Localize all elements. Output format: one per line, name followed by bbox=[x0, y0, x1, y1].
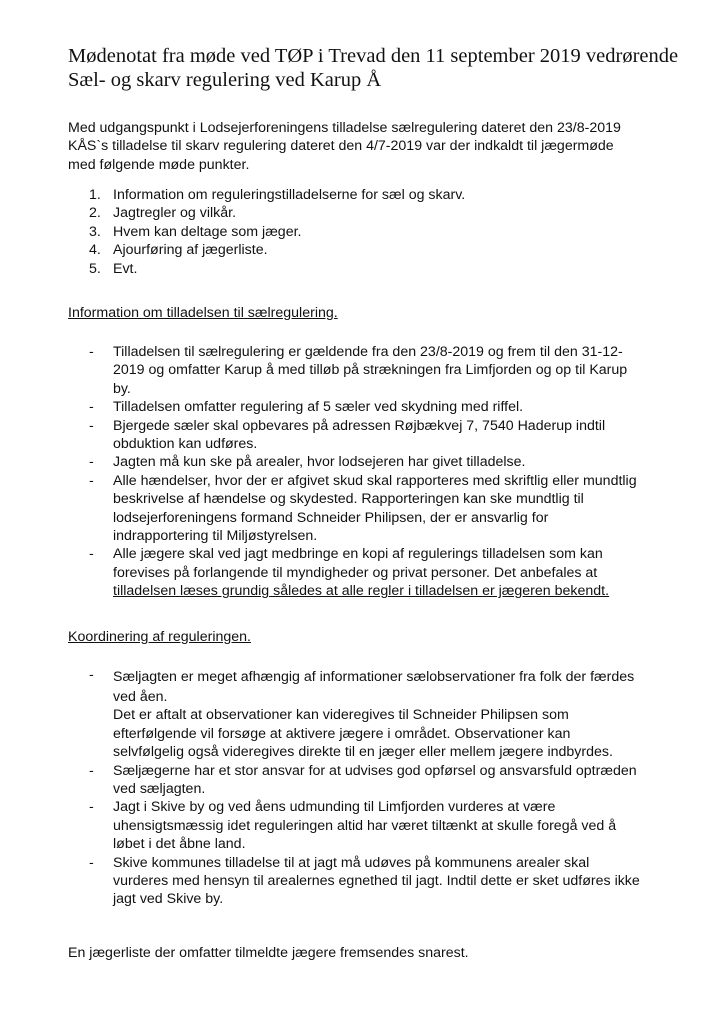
bullet-line: Jagten må kun ske på arealer, hvor lodsejeren har givet tilladelse. bbox=[113, 454, 526, 471]
bullet-line: Bjergede sæler skal opbevares på adressen Røjbækvej 7, 7540 Haderup indtil bbox=[113, 417, 606, 434]
bullet-text bbox=[113, 854, 640, 909]
bullet-line: Tilladelsen omfatter regulering af 5 sæler ved skydning med riffel. bbox=[113, 399, 524, 416]
bullet-dash: - bbox=[89, 799, 94, 816]
bullet-text bbox=[113, 343, 627, 398]
bullet-item bbox=[89, 417, 669, 454]
bullet-text bbox=[113, 666, 634, 762]
agenda-item-number: 2. bbox=[89, 205, 101, 222]
bullet-dash: - bbox=[89, 667, 94, 683]
seal-permit-bullet-list bbox=[89, 343, 669, 601]
bullet-item bbox=[89, 854, 669, 909]
intro-paragraph bbox=[68, 119, 668, 174]
bullet-line: Det er aftalt at observationer kan videregives til Schneider Philipsen som bbox=[113, 707, 569, 724]
bullet-text bbox=[113, 417, 605, 454]
section-heading-coordination: Koordinering af reguleringen. bbox=[68, 629, 251, 645]
bullet-text bbox=[113, 545, 609, 600]
agenda-list bbox=[89, 186, 609, 278]
bullet-item bbox=[89, 545, 669, 600]
bullet-line-underlined: tilladelsen læses grundig således at alle regler i tilladelsen er jægeren bekendt. bbox=[113, 583, 610, 600]
bullet-line: Skive kommunes tilladelse til at jagt må udøves på kommunens arealer skal bbox=[113, 854, 590, 871]
bullet-line: Alle jægere skal ved jagt medbringe en kopi af regulerings tilladelsen som kan bbox=[113, 546, 603, 563]
agenda-item-number: 3. bbox=[89, 223, 101, 240]
closing-sentence: En jægerliste der omfatter tilmeldte jægere fremsendes snarest. bbox=[68, 945, 469, 961]
bullet-item bbox=[89, 666, 669, 762]
document-title bbox=[68, 44, 708, 92]
bullet-line: vurderes med hensyn til arealernes egnethed til jagt. Indtil dette er sket udføres ikke bbox=[113, 873, 640, 890]
title-line-2: Sæl- og skarv regulering ved Karup Å bbox=[68, 69, 382, 91]
bullet-line: jagt ved Skive by. bbox=[113, 891, 224, 908]
agenda-item bbox=[89, 186, 609, 204]
agenda-item-number: 4. bbox=[89, 242, 101, 259]
agenda-item-text: Information om reguleringstilladelserne for sæl og skarv. bbox=[113, 187, 466, 203]
bullet-text bbox=[113, 798, 616, 853]
bullet-dash: - bbox=[89, 472, 94, 489]
bullet-text bbox=[113, 453, 525, 471]
bullet-line: Alle hændelser, hvor der er afgivet skud skal rapporteres med skriftlig eller mundtlig bbox=[113, 472, 637, 489]
agenda-item-text: Evt. bbox=[113, 260, 138, 277]
bullet-dash: - bbox=[89, 762, 94, 779]
bullet-line: lodsejerforeningens formand Schneider Philipsen, der er ansvarlig for bbox=[113, 509, 549, 526]
bullet-line: by. bbox=[113, 380, 131, 397]
agenda-item bbox=[89, 241, 609, 259]
bullet-text bbox=[113, 472, 637, 546]
bullet-item bbox=[89, 453, 669, 471]
bullet-line: beskrivelse af hændelse og skydested. Rapporteringen kan ske mundtlig til bbox=[113, 491, 584, 508]
bullet-line: indrapportering til Miljøstyrelsen. bbox=[113, 528, 318, 545]
bullet-dash: - bbox=[89, 399, 94, 416]
bullet-item bbox=[89, 798, 669, 853]
agenda-item-text: Hvem kan deltage som jæger. bbox=[113, 223, 302, 240]
bullet-line: Jagt i Skive by og ved åens udmunding til Limfjorden vurderes at være bbox=[113, 799, 556, 816]
bullet-item bbox=[89, 343, 669, 398]
agenda-item-number: 5. bbox=[89, 260, 101, 277]
bullet-line: 2019 og omfatter Karup å med tilløb på strækningen fra Limfjorden og op til Karup bbox=[113, 362, 628, 379]
agenda-item bbox=[89, 260, 609, 278]
title-line-1: Mødenotat fra møde ved TØP i Trevad den 11 september 2019 vedrørende bbox=[68, 45, 679, 67]
bullet-item bbox=[89, 472, 669, 546]
agenda-item-text: Jagtregler og vilkår. bbox=[113, 205, 237, 222]
agenda-item bbox=[89, 223, 609, 241]
coordination-bullet-list bbox=[89, 666, 669, 909]
bullet-line: forevises på forlangende til myndigheder og privat personer. Det anbefales at bbox=[113, 564, 598, 581]
bullet-dash: - bbox=[89, 454, 94, 471]
intro-line-1: Med udgangspunkt i Lodsejerforeningens tilladelse sælregulering dateret den 23/8-2019 bbox=[68, 120, 621, 136]
intro-line-2: KÅS`s tilladelse til skarv regulering dateret den 4/7-2019 var der indkaldt til jægermøde bbox=[68, 138, 614, 155]
bullet-line: efterfølgende vil forsøge at aktivere jægere i området. Observationer kan bbox=[113, 725, 571, 742]
bullet-line: obduktion kan udføres. bbox=[113, 436, 258, 453]
bullet-line: Tilladelsen til sælregulering er gældende fra den 23/8-2019 og frem til den 31-12- bbox=[113, 344, 623, 360]
bullet-line: Sæljagten er meget afhængig af informationer sælobservationer fra folk der færdes bbox=[113, 669, 635, 685]
agenda-item-text: Ajourføring af jægerliste. bbox=[113, 242, 268, 259]
bullet-line: ved sæljagten. bbox=[113, 781, 206, 798]
bullet-line: løbet i det åbne land. bbox=[113, 836, 246, 853]
bullet-dash: - bbox=[89, 546, 94, 563]
bullet-line: selvfølgelig også videregives direkte til en jæger eller mellem jægere indbyrdes. bbox=[113, 744, 613, 761]
agenda-item-number: 1. bbox=[89, 187, 101, 203]
bullet-item bbox=[89, 398, 669, 416]
bullet-line: Sæljægerne har et stor ansvar for at udvises god opførsel og ansvarsfuld optræden bbox=[113, 762, 637, 779]
bullet-dash: - bbox=[89, 344, 94, 360]
bullet-text bbox=[113, 762, 637, 799]
bullet-item bbox=[89, 762, 669, 799]
section-heading-seal-permit: Information om tilladelsen til sælregulering. bbox=[68, 305, 338, 321]
bullet-dash: - bbox=[89, 417, 94, 434]
bullet-dash: - bbox=[89, 854, 94, 871]
intro-line-3: med følgende møde punkter. bbox=[68, 156, 250, 173]
bullet-line: ved åen. bbox=[113, 689, 168, 705]
bullet-line: uhensigtsmæssig idet reguleringen altid har været tiltænkt at skulle foregå ved å bbox=[113, 817, 617, 834]
bullet-text bbox=[113, 398, 523, 416]
agenda-item bbox=[89, 204, 609, 222]
